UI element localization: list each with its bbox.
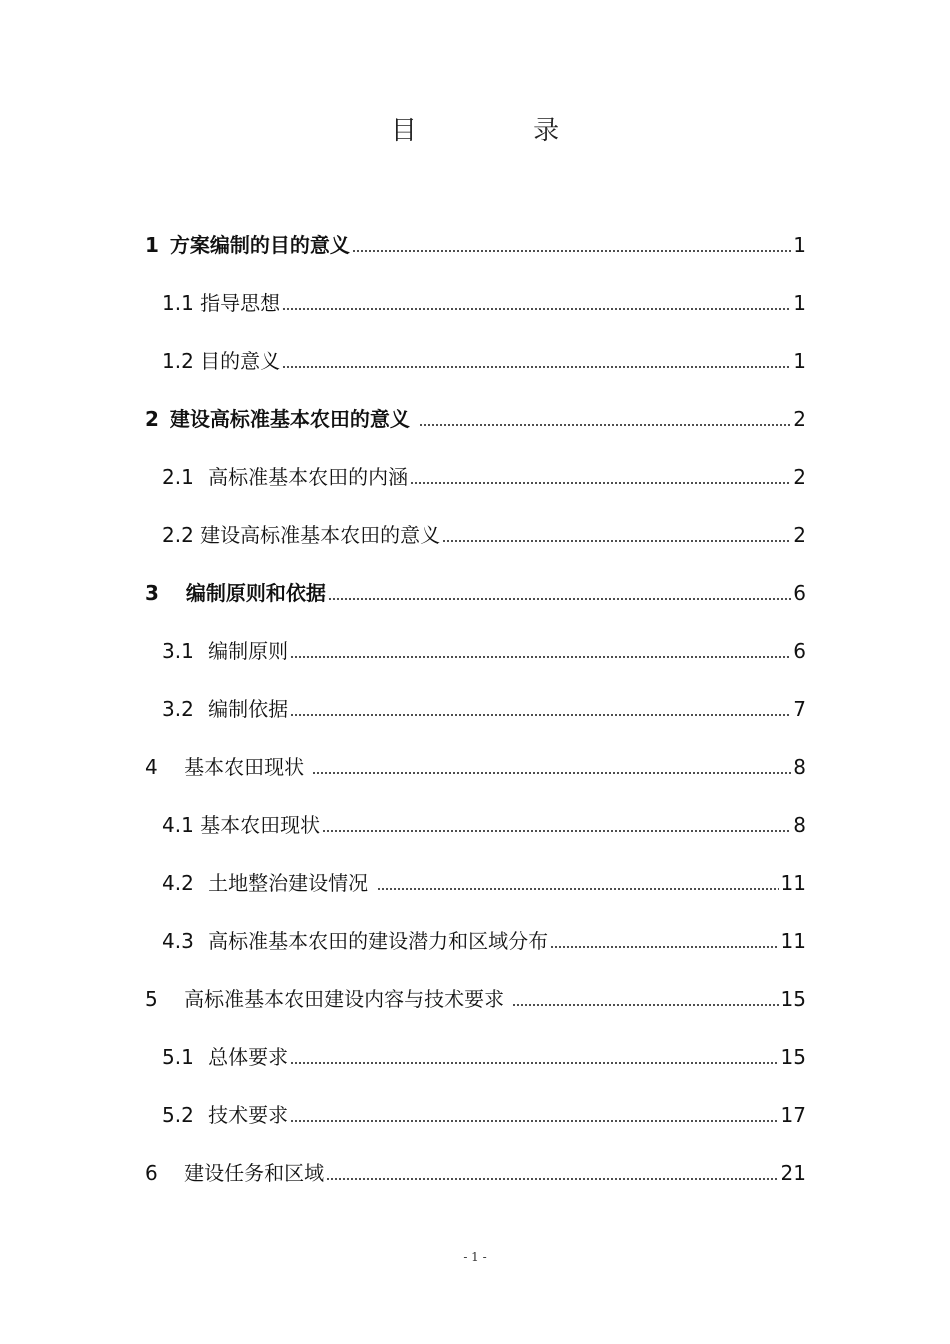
toc-dot-leader xyxy=(328,594,791,604)
toc-entry[interactable] xyxy=(145,970,806,1028)
toc-dot-leader xyxy=(512,1000,778,1010)
toc-entry[interactable] xyxy=(145,854,806,912)
toc-entry-title: 高标准基本农田的建设潜力和区域分布 xyxy=(208,929,549,953)
toc-entry-number: 2.2 xyxy=(162,523,201,547)
toc-entry-page-number: 2 xyxy=(793,523,806,547)
toc-entry[interactable] xyxy=(145,738,806,796)
toc-dot-leader xyxy=(290,1058,778,1068)
toc-entry-title: 技术要求 xyxy=(208,1103,289,1127)
toc-entry-title: 建设高标准基本农田的意义 xyxy=(200,523,441,547)
toc-dot-leader xyxy=(326,1174,778,1184)
toc-entry-page-number: 21 xyxy=(780,1161,806,1185)
toc-entry-title: 基本农田现状 xyxy=(200,813,321,837)
toc-entry[interactable] xyxy=(145,216,806,274)
toc-entry-page-number: 11 xyxy=(780,929,806,953)
toc-entry-page-number: 8 xyxy=(793,755,806,779)
toc-entry-number: 4.3 xyxy=(162,929,201,953)
toc-entry[interactable] xyxy=(145,912,806,970)
toc-entry-title: 建设高标准基本农田的意义 xyxy=(169,407,417,431)
toc-entry[interactable] xyxy=(145,564,806,622)
toc-dot-leader xyxy=(410,478,791,488)
toc-entry[interactable] xyxy=(145,680,806,738)
toc-entry[interactable] xyxy=(145,506,806,564)
toc-entry-title: 土地整治建设情况 xyxy=(208,871,375,895)
toc-entry-number: 3 xyxy=(145,581,166,605)
toc-entry-number: 4.2 xyxy=(162,871,201,895)
toc-entry-title: 基本农田现状 xyxy=(184,755,311,779)
toc-dot-leader xyxy=(550,942,778,952)
toc-entry-number: 4 xyxy=(145,755,165,779)
toc-entry-title: 高标准基本农田建设内容与技术要求 xyxy=(184,987,511,1011)
toc-entry-page-number: 6 xyxy=(793,581,806,605)
toc-entry[interactable] xyxy=(145,622,806,680)
toc-entry-page-number: 15 xyxy=(780,987,806,1011)
toc-entry-number: 3.2 xyxy=(162,697,201,721)
toc-entry-number: 6 xyxy=(145,1161,165,1185)
toc-entry-title: 方案编制的目的意义 xyxy=(169,233,350,257)
table-of-contents xyxy=(145,216,806,1202)
toc-entry-title: 总体要求 xyxy=(208,1045,289,1069)
toc-entry[interactable] xyxy=(145,274,806,332)
toc-entry-number: 2.1 xyxy=(162,465,201,489)
toc-entry-title: 目的意义 xyxy=(200,349,281,373)
toc-entry-page-number: 15 xyxy=(780,1045,806,1069)
toc-entry-number: 1.1 xyxy=(162,291,201,315)
toc-entry-title: 高标准基本农田的内涵 xyxy=(208,465,409,489)
toc-entry[interactable] xyxy=(145,1144,806,1202)
toc-entry-page-number: 17 xyxy=(780,1103,806,1127)
toc-entry-page-number: 1 xyxy=(793,291,806,315)
toc-dot-leader xyxy=(282,304,791,314)
toc-entry[interactable] xyxy=(145,796,806,854)
toc-entry-number: 5 xyxy=(145,987,165,1011)
page-title: 目 录 xyxy=(390,116,614,146)
toc-entry-page-number: 6 xyxy=(793,639,806,663)
toc-entry-title: 建设任务和区域 xyxy=(184,1161,325,1185)
toc-dot-leader xyxy=(322,826,791,836)
toc-entry-title: 编制依据 xyxy=(208,697,289,721)
toc-entry-number: 5.1 xyxy=(162,1045,201,1069)
toc-entry-title: 编制原则 xyxy=(208,639,289,663)
toc-entry[interactable] xyxy=(145,332,806,390)
toc-entry-page-number: 1 xyxy=(793,349,806,373)
toc-entry-number: 1 xyxy=(145,233,166,257)
toc-dot-leader xyxy=(419,420,791,430)
toc-entry-number: 2 xyxy=(145,407,166,431)
toc-dot-leader xyxy=(352,246,791,256)
toc-entry[interactable] xyxy=(145,1028,806,1086)
toc-entry-number: 4.1 xyxy=(162,813,201,837)
toc-dot-leader xyxy=(312,768,791,778)
toc-entry-page-number: 2 xyxy=(793,465,806,489)
toc-dot-leader xyxy=(442,536,791,546)
toc-entry[interactable] xyxy=(145,390,806,448)
toc-entry[interactable] xyxy=(145,448,806,506)
toc-entry-number: 3.1 xyxy=(162,639,201,663)
toc-dot-leader xyxy=(290,710,791,720)
toc-entry[interactable] xyxy=(145,1086,806,1144)
toc-entry-number: 5.2 xyxy=(162,1103,201,1127)
toc-entry-page-number: 7 xyxy=(793,697,806,721)
toc-entry-title: 编制原则和依据 xyxy=(185,581,326,605)
toc-entry-number: 1.2 xyxy=(162,349,201,373)
toc-dot-leader xyxy=(290,1116,778,1126)
toc-dot-leader xyxy=(282,362,791,372)
toc-entry-page-number: 2 xyxy=(793,407,806,431)
toc-dot-leader xyxy=(290,652,791,662)
toc-entry-page-number: 11 xyxy=(780,871,806,895)
toc-entry-page-number: 8 xyxy=(793,813,806,837)
toc-entry-title: 指导思想 xyxy=(200,291,281,315)
page-number-footer: - 1 - xyxy=(463,1250,487,1264)
toc-dot-leader xyxy=(377,884,779,894)
toc-entry-page-number: 1 xyxy=(793,233,806,257)
